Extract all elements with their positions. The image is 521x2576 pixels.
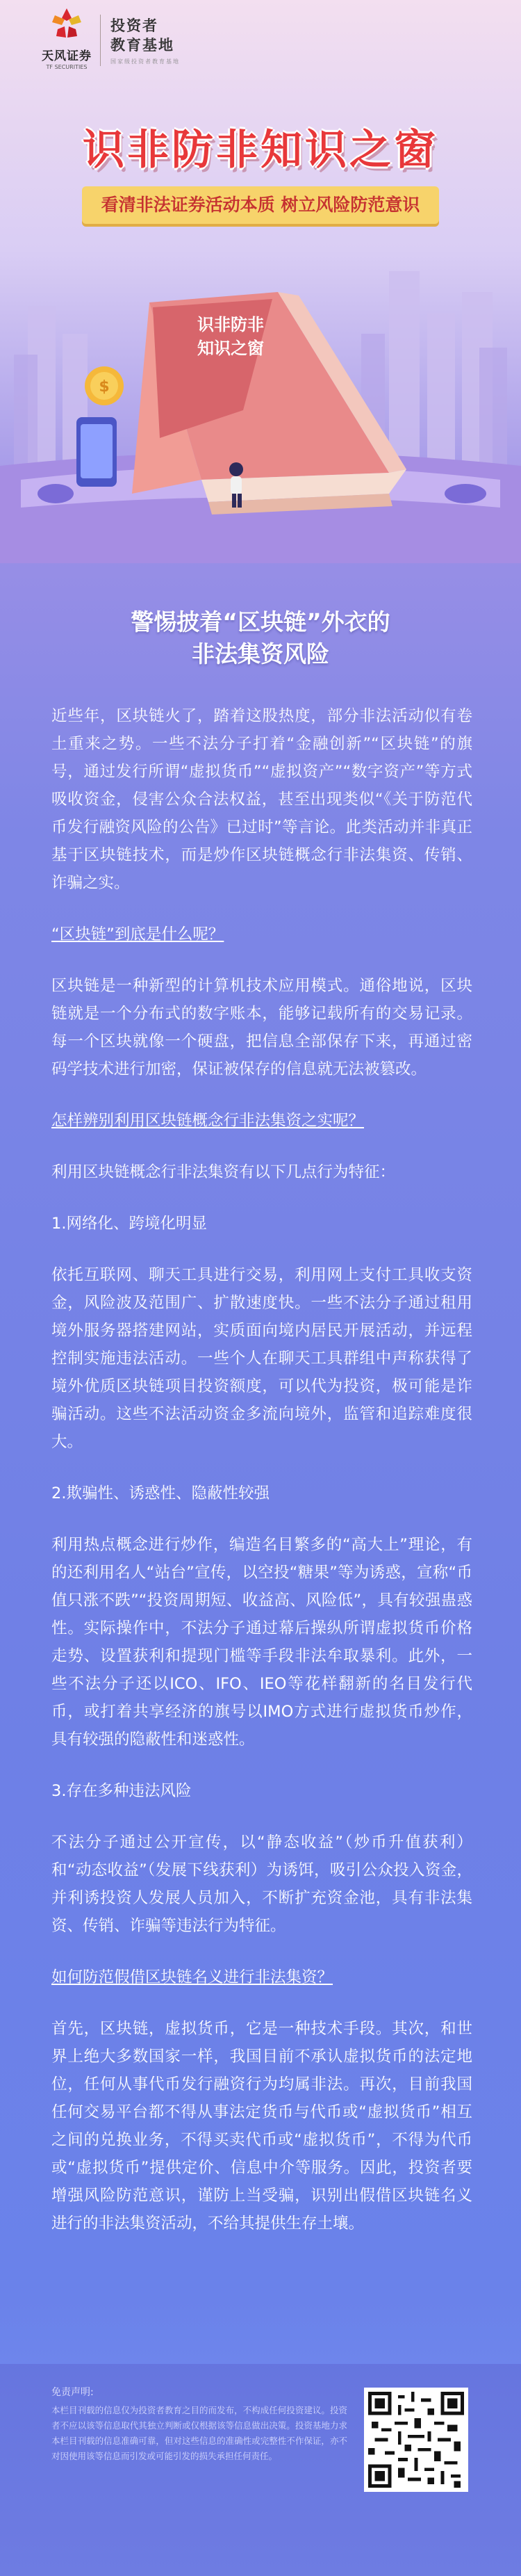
qr-code-icon	[368, 2392, 464, 2488]
base-title-line1: 投资者	[110, 17, 158, 34]
feature-heading-1: 1.网络化、跨境化明显	[51, 1215, 207, 1233]
header-logo[interactable]	[40, 6, 180, 75]
feature-paragraph-3: 不法分子通过公开宣传，以“静态收益”（炒币升值获利）和“动态收益”（发展下线获利）为诱饵，吸引公众投入资金，并利诱投资人发展人员加入，不断扩充资金池，具有非法集资、传销、诈骗等违法行为特征。	[51, 1833, 472, 1935]
book-city-illustration	[0, 229, 521, 563]
qr-code[interactable]	[364, 2388, 468, 2492]
page-title: 识非防非知识之窗	[83, 126, 438, 175]
answer-paragraph-3: 首先，区块链，虚拟货币，它是一种技术手段。其次，和世界上绝大多数国家一样，我国目前不承认虚拟货币的法定地位，任何从事代币发行融资行为均属非法。再次，目前我国任何交易平台都不得从事法定货币与代币或“虚拟货币”相互之间的兑换业务，不得买卖代币或“虚拟货币”，不得为代币或“虚拟货币”提供定价、信息中介等服务。因此，投资者要增强风险防范意识，谨防上当受骗，识别出假借区块链名义进行的非法集资活动，不给其提供生存土壤。	[51, 2020, 472, 2233]
article-title	[0, 606, 521, 670]
feature-paragraph-2: 利用热点概念进行炒作，编造名目繁多的“高大上”理论，有的还利用名人“站台”宣传，以空投“糖果”等为诱惑，宣称“币值只涨不跌”“投资周期短、收益高、风险低”，具有较强蛊惑性。实际操作中，不法分子通过幕后操纵所谓虚拟货币价格走势、设置获利和提现门槛等手段非法牟取暴利。此外，一些不法分子还以ICO、IFO、IEO等花样翻新的名目发行代币，或打着共享经济的旗号以IMO方式进行虚拟货币炒作，具有较强的隐蔽性和迷惑性。	[51, 1536, 472, 1749]
article-title-line2: 非法集资风险	[192, 640, 329, 667]
question-heading-3: 如何防范假借区块链名义进行非法集资？	[51, 1968, 333, 1986]
tf-securities-logo	[40, 6, 93, 75]
book-label-line2: 知识之窗	[197, 339, 264, 358]
question-heading-2: 怎样辨别利用区块链概念行非法集资之实呢？	[51, 1112, 365, 1130]
logo-divider	[100, 15, 101, 66]
tf-logo-icon	[48, 6, 85, 43]
svg-text:$: $	[99, 378, 110, 396]
book-label	[182, 313, 279, 360]
feature-heading-2: 2.欺骗性、诱惑性、隐蔽性较强	[51, 1484, 270, 1502]
footer	[0, 2364, 521, 2576]
subtitle-ribbon: 看清非法证券活动本质 树立风险防范意识	[82, 186, 439, 224]
base-title-line2: 教育基地	[110, 36, 174, 54]
hero-illustration	[0, 229, 521, 563]
disclaimer-title: 免责声明:	[51, 2387, 94, 2398]
base-subtitle: 国家级投资者教育基地	[110, 58, 180, 65]
base-title-block	[110, 16, 180, 65]
brand-name: 天风证券	[42, 49, 92, 63]
disclaimer-text: 本栏目刊载的信息仅为投资者教育之目的而发布，不构成任何投资建议。投资者不应以该等信息取代其独立判断或仅根据该等信息做出决策。投资基地力求本栏目刊载的信息准确可靠，但对这些信息的准确性或完整性不作保证，亦不对因使用该等信息而引发或可能引发的损失承担任何责任。	[51, 2405, 347, 2461]
answer-paragraph-1: 区块链是一种新型的计算机技术应用模式。通俗地说，区块链就是一个分布式的数字账本，能够记载所有的交易记录。每一个区块就像一个硬盘，把信息全部保存下来，再通过密码学技术进行加密，保证被保存的信息就无法被篡改。	[51, 977, 472, 1078]
feature-paragraph-1: 依托互联网、聊天工具进行交易，利用网上支付工具收支资金，风险波及范围广、扩散速度快。一些不法分子通过租用境外服务器搭建网站，实质面向境内居民开展活动，并远程控制实施违法活动。一些个人在聊天工具群组中声称获得了境外优质区块链项目投资额度，可以代为投资，极可能是诈骗活动。这些不法活动资金多流向境外，监管和追踪难度很大。	[51, 1266, 472, 1451]
article-body	[51, 702, 472, 2237]
article-title-line1: 警惕披着“区块链”外衣的	[131, 608, 390, 635]
feature-heading-3: 3.存在多种违法风险	[51, 1782, 192, 1800]
lead-paragraph: 利用区块链概念行非法集资有以下几点行为特征：	[51, 1163, 396, 1181]
intro-paragraph: 近些年，区块链火了，踏着这股热度，部分非法活动似有卷土重来之势。一些不法分子打着“金融创新”“区块链”的旗号，通过发行所谓“虚拟货币”“虚拟资产”“数字资产”等方式吸收资金，侵害公众合法权益，甚至出现类似“《关于防范代币发行融资风险的公告》已过时”等言论。此类活动并非真正基于区块链技术，而是炒作区块链概念行非法集资、传销、诈骗之实。	[51, 707, 472, 892]
book-label-line1: 识非防非	[197, 315, 264, 334]
brand-en: TF SECURITIES	[46, 64, 88, 70]
question-heading-1: “区块链”到底是什么呢？	[51, 925, 224, 943]
